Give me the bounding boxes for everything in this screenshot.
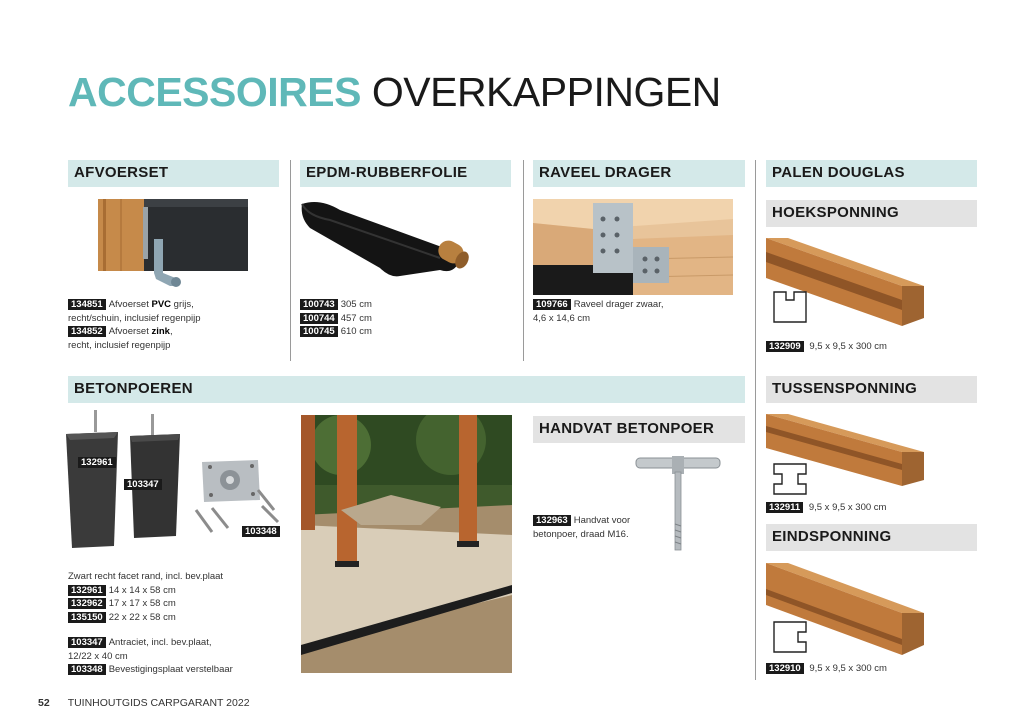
eindsponning-desc: 132910 9,5 x 9,5 x 300 cm <box>766 662 887 676</box>
handvat-desc: 132963 Handvat voor betonpoer, draad M16. <box>533 515 631 540</box>
epdm-heading: EPDM-RUBBERFOLIE <box>300 160 511 187</box>
hoeksponning-profile-icon <box>772 290 808 324</box>
sku-tag: 103348 <box>68 664 106 675</box>
betonpoeren-desc: Zwart recht facet rand, incl. bev.plaat 132961 14 x 14 x 58 cm 132962 17 x 17 x 58 cm 135150 22 x 22 x 58 cm <box>68 571 224 623</box>
handvat-image <box>632 454 724 554</box>
sku-tag: 132909 <box>766 341 804 352</box>
afvoerset-item-2: 134852 Afvoerset zink, recht, inclusief regenpijp <box>68 326 173 351</box>
page-number: 52 <box>38 697 50 709</box>
sku-tag: 135150 <box>68 612 106 623</box>
sku-tag: 109766 <box>533 299 571 310</box>
sku-tag: 134852 <box>68 326 106 337</box>
sku-tag: 103347 <box>68 637 106 648</box>
palen-heading: PALEN DOUGLAS <box>766 160 977 187</box>
sku-tag: 103348 <box>242 526 280 537</box>
sku-tag: 132961 <box>78 457 116 468</box>
title-rest: OVERKAPPINGEN <box>371 69 721 115</box>
handvat-heading: HANDVAT BETONPOER <box>533 416 745 443</box>
sku-tag: 132961 <box>68 585 106 596</box>
footer-text: TUINHOUTGIDS CARPGARANT 2022 <box>67 697 250 709</box>
sku-tag: 134851 <box>68 299 106 310</box>
sku-tag: 132963 <box>533 515 571 526</box>
divider <box>290 160 291 361</box>
sku-tag: 132910 <box>766 663 804 674</box>
sku-tag: 100744 <box>300 313 338 324</box>
afvoerset-heading: AFVOERSET <box>68 160 279 187</box>
betonpoeren-heading: BETONPOEREN <box>68 376 745 403</box>
tussensponning-desc: 132911 9,5 x 9,5 x 300 cm <box>766 501 886 515</box>
sku-tag: 100745 <box>300 326 338 337</box>
title-accent: ACCESSOIRES <box>68 69 361 115</box>
page-title <box>68 68 721 116</box>
sku-tag: 103347 <box>124 479 162 490</box>
eindsponning-profile-icon <box>772 620 808 654</box>
sku-tag: 132911 <box>766 502 803 513</box>
sku-tag: 100743 <box>300 299 338 310</box>
epdm-image <box>300 198 470 278</box>
raveel-image <box>533 199 733 295</box>
divider <box>523 160 524 361</box>
hoeksponning-heading: HOEKSPONNING <box>766 200 977 227</box>
eindsponning-heading: EINDSPONNING <box>766 524 977 551</box>
betonpoer-photo <box>301 415 512 673</box>
afvoerset-item-1: 134851 Afvoerset PVC grijs, recht/schuin, inclusief regenpijp <box>68 299 201 324</box>
epdm-list: 100743 305 cm 100744 457 cm 100745 610 cm <box>300 298 372 339</box>
hoeksponning-desc: 132909 9,5 x 9,5 x 300 cm <box>766 340 887 354</box>
tussensponning-heading: TUSSENSPONNING <box>766 376 977 403</box>
betonpoeren-antraciet: 103347 Antraciet, incl. bev.plaat, 12/22 x 40 cm 103348 Bevestigingsplaat verstelbaar <box>68 637 233 675</box>
page-footer <box>38 697 250 709</box>
sku-tag: 132962 <box>68 598 106 609</box>
divider <box>755 160 756 680</box>
tussensponning-profile-icon <box>772 462 808 496</box>
raveel-heading: RAVEEL DRAGER <box>533 160 745 187</box>
afvoerset-image <box>98 199 248 289</box>
raveel-desc: 109766 Raveel drager zwaar, 4,6 x 14,6 cm <box>533 299 664 324</box>
